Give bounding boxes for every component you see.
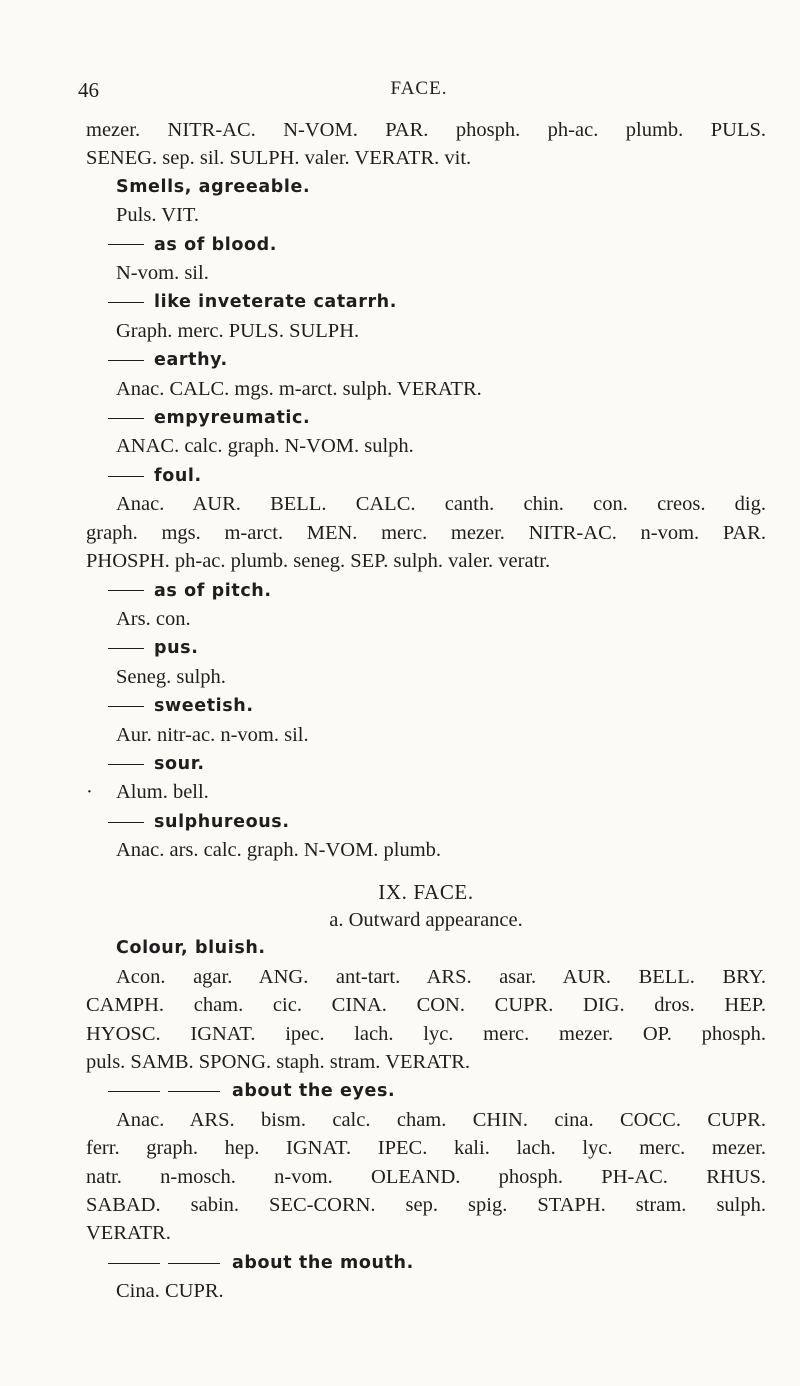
ditto-dash xyxy=(108,648,144,649)
text-line: natr. n-mosch. n-vom. OLEAND. phosph. PH-AC. RHUS. xyxy=(86,1165,766,1188)
text-line: Acon. agar. ANG. ant-tart. ARS. asar. AUR. BELL. BRY. xyxy=(116,965,766,988)
text-line: Anac. ARS. bism. calc. cham. CHIN. cina. COCC. CUPR. xyxy=(116,1108,766,1131)
rubric-heading: Colour, bluish. xyxy=(116,938,266,959)
ditto-dash xyxy=(108,1263,160,1264)
ditto-dash xyxy=(108,476,144,477)
section-title: IX. FACE. xyxy=(378,879,474,904)
text-line: ferr. graph. hep. IGNAT. IPEC. kali. lach. lyc. merc. mezer. xyxy=(86,1137,766,1160)
sub-rubric: sulphureous. xyxy=(154,811,290,832)
sub-rubric: pus. xyxy=(154,638,199,659)
text-line: graph. mgs. m-arct. MEN. merc. mezer. NITR-AC. n-vom. PAR. xyxy=(86,521,766,544)
sub-rubric: as of pitch. xyxy=(154,580,272,601)
ditto-dash xyxy=(108,244,144,245)
text-line: SENEG. sep. sil. SULPH. valer. VERATR. vit. xyxy=(86,147,472,170)
text-line: Anac. AUR. BELL. CALC. canth. chin. con. creos. dig. xyxy=(116,493,766,516)
page-body xyxy=(86,116,766,1306)
text-line: CAMPH. cham. cic. CINA. CON. CUPR. DIG. dros. HEP. xyxy=(86,994,766,1017)
margin-mark: · xyxy=(86,781,93,804)
sub-rubric: like inveterate catarrh. xyxy=(154,292,397,313)
ditto-dash xyxy=(108,706,144,707)
text-line: Puls. VIT. xyxy=(116,204,199,227)
text-line: puls. SAMB. SPONG. staph. stram. VERATR. xyxy=(86,1051,471,1073)
text-line: Anac. ars. calc. graph. N-VOM. plumb. xyxy=(116,839,442,862)
text-line: Ars. con. xyxy=(116,607,191,630)
text-line: Aur. nitr-ac. n-vom. sil. xyxy=(116,723,309,746)
text-line: VERATR. xyxy=(86,1222,171,1245)
text-line: N-vom. sil. xyxy=(116,262,209,285)
ditto-dash xyxy=(108,418,144,419)
sub-rubric: empyreumatic. xyxy=(154,408,311,429)
rubric-heading: Smells, agreeable. xyxy=(116,176,311,197)
sub-rubric: about the eyes. xyxy=(232,1081,396,1102)
text-line: Alum. bell. xyxy=(116,781,209,804)
ditto-dash xyxy=(108,1091,160,1092)
text-line: Seneg. sulph. xyxy=(116,665,226,688)
ditto-dash xyxy=(108,360,144,361)
ditto-dash xyxy=(168,1263,220,1264)
ditto-dash xyxy=(108,822,144,823)
page-header xyxy=(78,78,760,108)
ditto-dash xyxy=(108,302,144,303)
ditto-dash xyxy=(108,590,144,591)
sub-rubric: earthy. xyxy=(154,350,228,371)
ditto-dash xyxy=(168,1091,220,1092)
text-line: mezer. NITR-AC. N-VOM. PAR. phosph. ph-ac. plumb. PULS. xyxy=(86,119,766,141)
sub-rubric: as of blood. xyxy=(154,234,277,255)
text-line: PHOSPH. ph-ac. plumb. seneg. SEP. sulph. valer. veratr. xyxy=(86,550,551,573)
sub-rubric: foul. xyxy=(154,465,202,486)
text-line: Cina. CUPR. xyxy=(116,1280,224,1303)
sub-rubric: sour. xyxy=(154,753,205,774)
sub-rubric: about the mouth. xyxy=(232,1252,414,1273)
text-line: HYOSC. IGNAT. ipec. lach. lyc. merc. mezer. OP. phosph. xyxy=(86,1022,766,1045)
running-title: FACE. xyxy=(390,78,448,99)
ditto-dash xyxy=(108,764,144,765)
text-line: ANAC. calc. graph. N-VOM. sulph. xyxy=(116,435,414,458)
page-number: 46 xyxy=(78,78,99,102)
sub-rubric: sweetish. xyxy=(154,696,254,717)
subsection-title: a. Outward appearance. xyxy=(329,908,523,931)
text-line: SABAD. sabin. SEC-CORN. sep. spig. STAPH. stram. sulph. xyxy=(86,1194,766,1217)
text-line: Graph. merc. PULS. SULPH. xyxy=(116,319,360,342)
text-line: Anac. CALC. mgs. m-arct. sulph. VERATR. xyxy=(116,377,482,400)
